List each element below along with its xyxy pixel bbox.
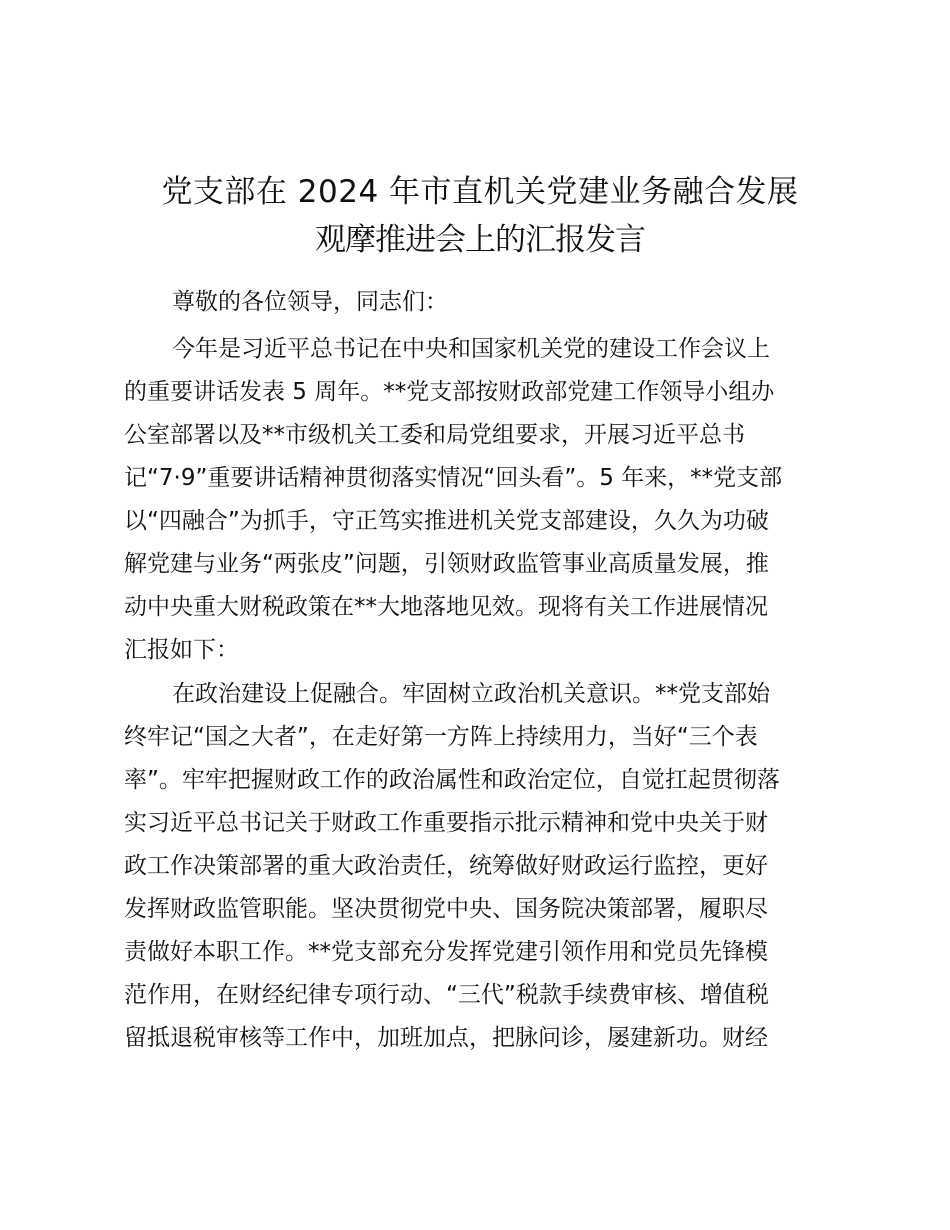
paragraph-line: 动中央重大财税政策在**大地落地见效。现将有关工作进展情况 <box>124 594 768 620</box>
paragraph-line: 汇报如下： <box>124 637 239 663</box>
paragraph-line: 在政治建设上促融合。牢固树立政治机关意识。**党支部始 <box>172 681 770 707</box>
paragraph-line: 以“四融合”为抓手，守正笃实推进机关党支部建设，久久为功破 <box>124 508 769 534</box>
paragraph-line: 解党建与业务“两张皮”问题，引领财政监管事业高质量发展，推 <box>124 551 769 577</box>
paragraph-line: 的重要讲话发表 5 周年。**党支部按财政部党建工作领导小组办 <box>124 379 775 405</box>
salutation: 尊敬的各位领导，同志们： <box>172 289 448 315</box>
paragraph-line: 政工作决策部署的重大政治责任，统筹做好财政运行监控，更好 <box>124 853 768 879</box>
paragraph-line: 实习近平总书记关于财政工作重要指示批示精神和党中央关于财 <box>124 810 768 836</box>
document-title-line-1: 党支部在 2024 年市直机关党建业务融合发展 <box>161 174 799 210</box>
paragraph-line: 发挥财政监管职能。坚决贯彻党中央、国务院决策部署，履职尽 <box>124 896 768 922</box>
paragraph-line: 公室部署以及**市级机关工委和局党组要求，开展习近平总书 <box>124 422 745 448</box>
paragraph-line: 终牢记“国之大者”，在走好第一方阵上持续用力，当好“三个表 <box>124 724 758 750</box>
paragraph-line: 今年是习近平总书记在中央和国家机关党的建设工作会议上 <box>172 336 770 362</box>
document-title-line-2: 观摩推进会上的汇报发言 <box>315 222 645 258</box>
paragraph-line: 率”。牢牢把握财政工作的政治属性和政治定位，自觉扛起贯彻落 <box>124 767 780 793</box>
paragraph-line: 留抵退税审核等工作中，加班加点，把脉问诊，屡建新功。财经 <box>124 1025 768 1051</box>
paragraph-line: 责做好本职工作。**党支部充分发挥党建引领作用和党员先锋模 <box>124 939 768 965</box>
paragraph-line: 记“7·9”重要讲话精神贯彻落实情况“回头看”。5 年来，**党支部 <box>124 465 783 491</box>
paragraph-line: 范作用，在财经纪律专项行动、“三代”税款手续费审核、增值税 <box>124 982 769 1008</box>
